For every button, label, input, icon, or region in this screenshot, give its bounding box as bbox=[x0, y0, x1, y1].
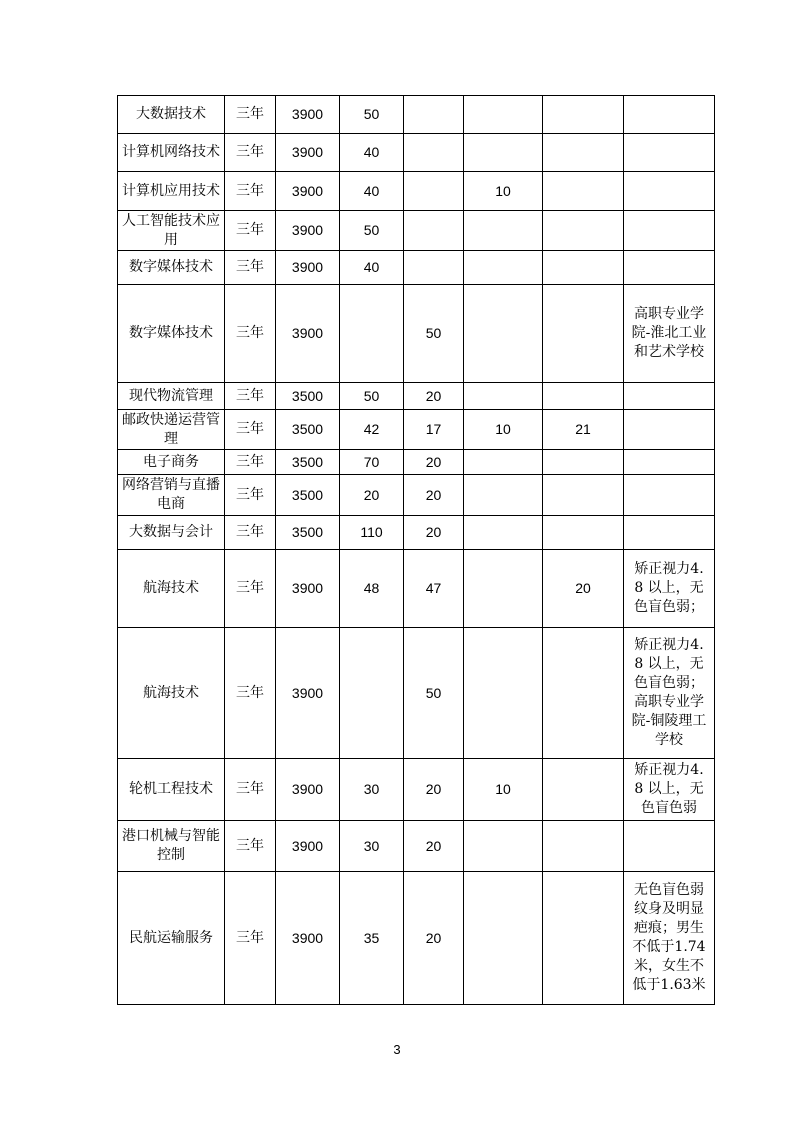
plan-count-cell bbox=[464, 550, 543, 628]
plan-count-cell: 40 bbox=[340, 251, 404, 285]
program-name-cell: 现代物流管理 bbox=[118, 383, 225, 410]
table-row bbox=[118, 516, 715, 550]
plan-count-cell bbox=[543, 450, 624, 475]
plan-count-cell bbox=[464, 516, 543, 550]
tuition-fee-cell: 3500 bbox=[276, 410, 340, 450]
remarks-cell: 高职专业学院-淮北工业和艺术学校 bbox=[624, 285, 715, 383]
plan-count-cell: 20 bbox=[404, 450, 464, 475]
program-name-cell: 数字媒体技术 bbox=[118, 285, 225, 383]
plan-count-cell bbox=[543, 872, 624, 1005]
plan-count-cell bbox=[464, 251, 543, 285]
table-row bbox=[118, 872, 715, 1005]
plan-count-cell: 48 bbox=[340, 550, 404, 628]
plan-count-cell: 40 bbox=[340, 134, 404, 172]
tuition-fee-cell: 3900 bbox=[276, 628, 340, 759]
remarks-cell bbox=[624, 410, 715, 450]
plan-count-cell: 17 bbox=[404, 410, 464, 450]
remarks-cell bbox=[624, 475, 715, 516]
duration-cell: 三年 bbox=[225, 172, 276, 211]
tuition-fee-cell: 3500 bbox=[276, 383, 340, 410]
program-name-cell: 民航运输服务 bbox=[118, 872, 225, 1005]
plan-count-cell: 10 bbox=[464, 759, 543, 821]
program-name-cell: 大数据与会计 bbox=[118, 516, 225, 550]
plan-count-cell: 110 bbox=[340, 516, 404, 550]
plan-count-cell bbox=[464, 96, 543, 134]
plan-count-cell bbox=[404, 134, 464, 172]
tuition-fee-cell: 3900 bbox=[276, 872, 340, 1005]
duration-cell: 三年 bbox=[225, 450, 276, 475]
tuition-fee-cell: 3900 bbox=[276, 550, 340, 628]
table-row bbox=[118, 96, 715, 134]
plan-count-cell: 30 bbox=[340, 759, 404, 821]
plan-count-cell: 50 bbox=[340, 211, 404, 251]
duration-cell: 三年 bbox=[225, 628, 276, 759]
plan-count-cell: 20 bbox=[543, 550, 624, 628]
tuition-fee-cell: 3500 bbox=[276, 450, 340, 475]
remarks-cell bbox=[624, 251, 715, 285]
plan-count-cell bbox=[543, 251, 624, 285]
program-name-cell: 大数据技术 bbox=[118, 96, 225, 134]
table-row bbox=[118, 628, 715, 759]
duration-cell: 三年 bbox=[225, 410, 276, 450]
tuition-fee-cell: 3500 bbox=[276, 475, 340, 516]
plan-count-cell bbox=[543, 211, 624, 251]
plan-count-cell bbox=[543, 285, 624, 383]
program-name-cell: 航海技术 bbox=[118, 628, 225, 759]
plan-count-cell bbox=[543, 516, 624, 550]
plan-count-cell: 50 bbox=[404, 285, 464, 383]
remarks-cell bbox=[624, 211, 715, 251]
program-name-cell: 计算机应用技术 bbox=[118, 172, 225, 211]
table-body bbox=[118, 96, 715, 1005]
remarks-cell bbox=[624, 96, 715, 134]
program-name-cell: 网络营销与直播电商 bbox=[118, 475, 225, 516]
plan-count-cell bbox=[543, 759, 624, 821]
program-name-cell: 港口机械与智能控制 bbox=[118, 821, 225, 872]
plan-count-cell bbox=[404, 96, 464, 134]
tuition-fee-cell: 3900 bbox=[276, 96, 340, 134]
plan-count-cell bbox=[464, 285, 543, 383]
plan-count-cell bbox=[543, 821, 624, 872]
plan-count-cell bbox=[464, 872, 543, 1005]
tuition-fee-cell: 3900 bbox=[276, 821, 340, 872]
plan-count-cell: 30 bbox=[340, 821, 404, 872]
plan-count-cell bbox=[464, 821, 543, 872]
plan-count-cell: 50 bbox=[340, 383, 404, 410]
plan-count-cell: 50 bbox=[340, 96, 404, 134]
remarks-cell bbox=[624, 383, 715, 410]
tuition-fee-cell: 3900 bbox=[276, 172, 340, 211]
plan-count-cell: 35 bbox=[340, 872, 404, 1005]
table-row bbox=[118, 134, 715, 172]
plan-count-cell bbox=[464, 628, 543, 759]
table-row bbox=[118, 759, 715, 821]
plan-count-cell bbox=[543, 475, 624, 516]
duration-cell: 三年 bbox=[225, 516, 276, 550]
plan-count-cell: 20 bbox=[404, 759, 464, 821]
duration-cell: 三年 bbox=[225, 251, 276, 285]
remarks-cell: 矫正视力4.8 以上，无色盲色弱 bbox=[624, 759, 715, 821]
enrollment-table bbox=[117, 95, 715, 1005]
duration-cell: 三年 bbox=[225, 383, 276, 410]
program-name-cell: 电子商务 bbox=[118, 450, 225, 475]
tuition-fee-cell: 3500 bbox=[276, 516, 340, 550]
tuition-fee-cell: 3900 bbox=[276, 211, 340, 251]
program-name-cell: 计算机网络技术 bbox=[118, 134, 225, 172]
plan-count-cell: 20 bbox=[340, 475, 404, 516]
remarks-cell: 矫正视力4.8 以上，无色盲色弱； bbox=[624, 550, 715, 628]
tuition-fee-cell: 3900 bbox=[276, 134, 340, 172]
remarks-cell bbox=[624, 821, 715, 872]
plan-count-cell: 42 bbox=[340, 410, 404, 450]
table-row bbox=[118, 550, 715, 628]
table-row bbox=[118, 251, 715, 285]
duration-cell: 三年 bbox=[225, 550, 276, 628]
plan-count-cell: 40 bbox=[340, 172, 404, 211]
tuition-fee-cell: 3900 bbox=[276, 251, 340, 285]
plan-count-cell bbox=[543, 172, 624, 211]
program-name-cell: 邮政快递运营管理 bbox=[118, 410, 225, 450]
table-row bbox=[118, 821, 715, 872]
table-row bbox=[118, 450, 715, 475]
table-row bbox=[118, 172, 715, 211]
plan-count-cell: 47 bbox=[404, 550, 464, 628]
plan-count-cell bbox=[340, 628, 404, 759]
table-row bbox=[118, 410, 715, 450]
remarks-cell bbox=[624, 516, 715, 550]
duration-cell: 三年 bbox=[225, 475, 276, 516]
plan-count-cell: 50 bbox=[404, 628, 464, 759]
plan-count-cell: 10 bbox=[464, 410, 543, 450]
page-number: 3 bbox=[393, 1042, 401, 1057]
plan-count-cell bbox=[543, 134, 624, 172]
plan-count-cell: 10 bbox=[464, 172, 543, 211]
plan-count-cell: 20 bbox=[404, 516, 464, 550]
remarks-cell bbox=[624, 450, 715, 475]
plan-count-cell: 20 bbox=[404, 475, 464, 516]
duration-cell: 三年 bbox=[225, 872, 276, 1005]
remarks-cell bbox=[624, 134, 715, 172]
program-name-cell: 数字媒体技术 bbox=[118, 251, 225, 285]
plan-count-cell bbox=[464, 475, 543, 516]
plan-count-cell: 70 bbox=[340, 450, 404, 475]
table-row bbox=[118, 475, 715, 516]
duration-cell: 三年 bbox=[225, 211, 276, 251]
program-name-cell: 人工智能技术应用 bbox=[118, 211, 225, 251]
remarks-cell: 矫正视力4.8 以上，无色盲色弱；高职专业学院-铜陵理工学校 bbox=[624, 628, 715, 759]
plan-count-cell bbox=[404, 211, 464, 251]
plan-count-cell: 20 bbox=[404, 383, 464, 410]
tuition-fee-cell: 3900 bbox=[276, 759, 340, 821]
program-name-cell: 轮机工程技术 bbox=[118, 759, 225, 821]
plan-count-cell bbox=[543, 628, 624, 759]
table-row bbox=[118, 285, 715, 383]
duration-cell: 三年 bbox=[225, 759, 276, 821]
duration-cell: 三年 bbox=[225, 96, 276, 134]
table-row bbox=[118, 211, 715, 251]
plan-count-cell bbox=[543, 96, 624, 134]
duration-cell: 三年 bbox=[225, 285, 276, 383]
plan-count-cell bbox=[340, 285, 404, 383]
duration-cell: 三年 bbox=[225, 134, 276, 172]
plan-count-cell bbox=[404, 251, 464, 285]
program-name-cell: 航海技术 bbox=[118, 550, 225, 628]
plan-count-cell bbox=[464, 383, 543, 410]
plan-count-cell: 20 bbox=[404, 821, 464, 872]
plan-count-cell bbox=[543, 383, 624, 410]
plan-count-cell bbox=[404, 172, 464, 211]
table-row bbox=[118, 383, 715, 410]
plan-count-cell: 20 bbox=[404, 872, 464, 1005]
remarks-cell: 无色盲色弱纹身及明显疤痕；男生不低于1.74米，女生不低于1.63米 bbox=[624, 872, 715, 1005]
plan-count-cell bbox=[464, 211, 543, 251]
duration-cell: 三年 bbox=[225, 821, 276, 872]
tuition-fee-cell: 3900 bbox=[276, 285, 340, 383]
plan-count-cell: 21 bbox=[543, 410, 624, 450]
plan-count-cell bbox=[464, 134, 543, 172]
plan-count-cell bbox=[464, 450, 543, 475]
remarks-cell bbox=[624, 172, 715, 211]
